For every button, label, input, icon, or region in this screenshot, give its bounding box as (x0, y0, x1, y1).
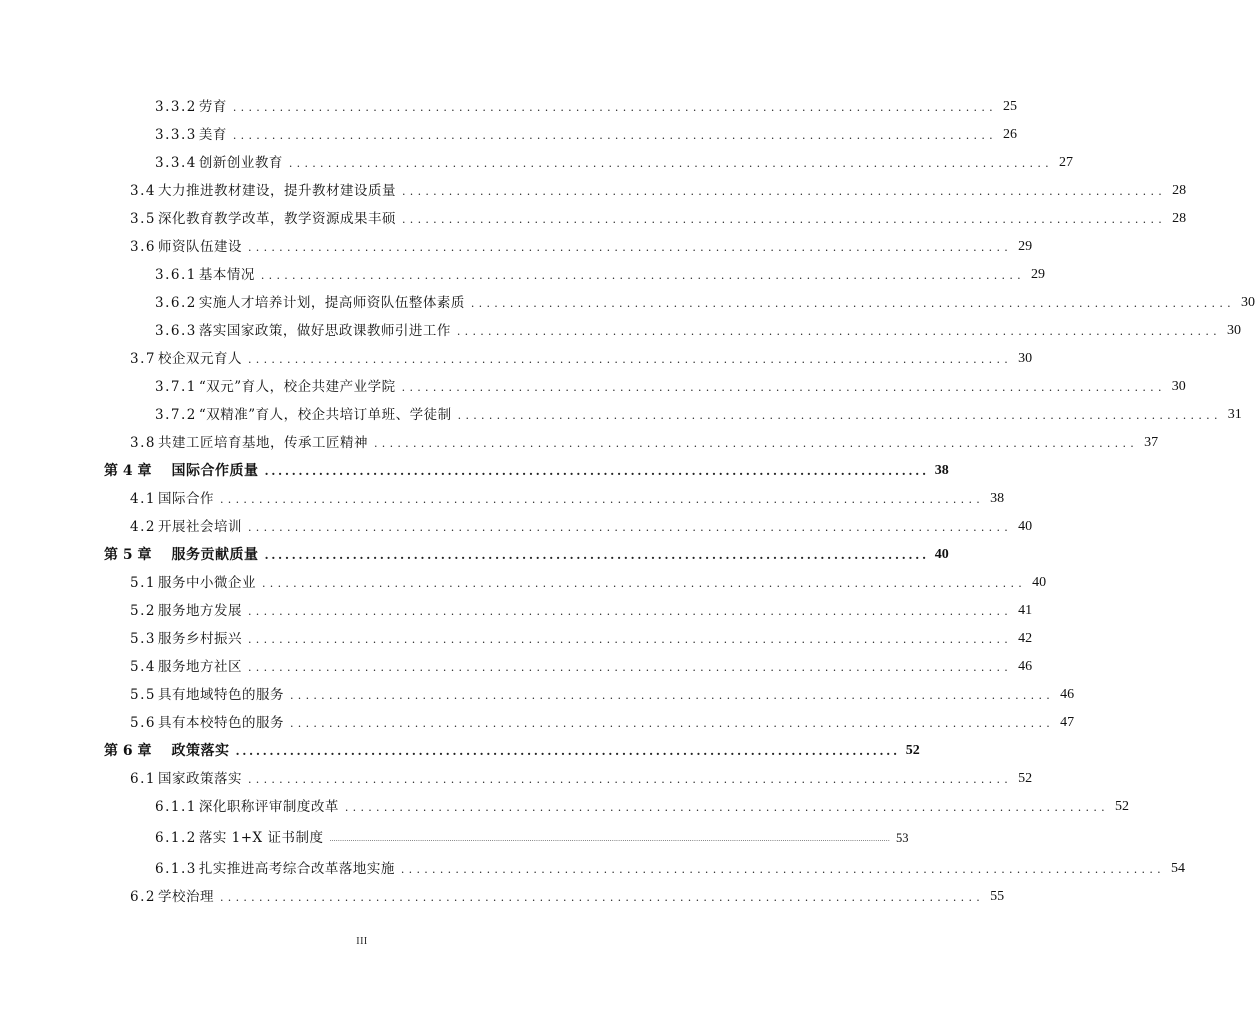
toc-entry-title: 具有本校特色的服务 (157, 715, 284, 731)
toc-entry-page: 52 (1114, 799, 1129, 814)
toc-entry-title: “双元”育人，校企共建产业学院 (198, 379, 396, 395)
toc-entry[interactable] (0, 144, 1073, 172)
toc-entry-page: 30 (1018, 351, 1033, 366)
toc-entry-page: 31 (1227, 407, 1242, 422)
toc-entry-title: 大力推进教材建设，提升教材建设质量 (157, 183, 396, 199)
toc-entry-number: 3.7 (130, 351, 156, 367)
toc-entry-title: 服务地方社区 (157, 659, 242, 675)
toc-entry[interactable] (0, 620, 1033, 648)
toc-chapter-number: 第 6 章 (104, 743, 152, 759)
toc-entry-title: 服务地方发展 (157, 603, 242, 619)
toc-entry-number: 3.3.2 (155, 99, 197, 115)
toc-entry[interactable] (0, 424, 1159, 452)
toc-entry-number: 4.1 (130, 491, 156, 507)
toc-entry-page: 40 (1032, 575, 1047, 590)
dot-leader: .................................................................................................. (260, 269, 1025, 282)
dot-leader: .................................................................................................. (247, 633, 1013, 646)
toc-chapter-title: 国际合作质量 (171, 463, 259, 479)
dot-leader: .................................................................................................. (288, 157, 1053, 170)
toc-entry-number: 3.6 (130, 239, 156, 255)
toc-entry-title: 深化职称评审制度改革 (198, 799, 339, 815)
toc-entry[interactable] (0, 788, 1129, 816)
dot-leader: .................................................................................................. (247, 241, 1013, 254)
toc-chapter-entry[interactable] (0, 732, 920, 760)
dot-leader: .................................................................................................. (264, 548, 929, 562)
toc-entry-page: 30 (1226, 323, 1241, 338)
toc-entry-page: 47 (1060, 715, 1075, 730)
toc-chapter-entry[interactable] (0, 536, 949, 564)
dot-leader: .................................................................................................. (247, 605, 1013, 618)
toc-entry-page: 46 (1018, 659, 1033, 674)
toc-entry[interactable] (0, 847, 1185, 878)
toc-entry-page: 29 (1018, 239, 1033, 254)
toc-entry-number: 3.6.2 (155, 295, 197, 311)
toc-entry-title: 基本情况 (198, 267, 255, 283)
toc-entry-title: 校企双元育人 (157, 351, 242, 367)
toc-entry[interactable] (0, 704, 1075, 732)
toc-entry-page: 46 (1060, 687, 1075, 702)
toc-entry-number: 3.6.3 (155, 323, 197, 339)
toc-entry[interactable] (0, 508, 1033, 536)
dot-leader: .................................................................................................. (401, 381, 1166, 394)
dot-leader: .................................................................................................. (289, 717, 1055, 730)
toc-entry-page: 28 (1172, 183, 1187, 198)
toc-entry-number: 5.4 (130, 659, 156, 675)
toc-entry[interactable] (0, 760, 1033, 788)
toc-chapter-number: 第 5 章 (104, 547, 152, 563)
toc-entry-page: 52 (905, 743, 920, 758)
dot-leader: .................................................................................................. (401, 185, 1167, 198)
toc-entry-number: 3.7.2 (155, 407, 197, 423)
dot-leader: .................................................................................................. (400, 863, 1165, 876)
toc-entry-page: 30 (1171, 379, 1186, 394)
toc-entry-title: 国际合作 (157, 491, 214, 507)
toc-entry-title: 师资队伍建设 (157, 239, 242, 255)
toc-entry-title: 落实 1+X 证书制度 (198, 830, 324, 846)
toc-entry-page: 28 (1172, 211, 1187, 226)
toc-entry-page: 27 (1058, 155, 1073, 170)
dot-leader: .................................................................................................. (247, 773, 1013, 786)
table-of-contents (0, 88, 1255, 906)
toc-entry-page: 40 (1018, 519, 1033, 534)
toc-chapter-title: 政策落实 (171, 743, 230, 759)
dot-leader: .................................................................................................. (456, 325, 1221, 338)
toc-entry-title: 服务中小微企业 (157, 575, 256, 591)
toc-entry-number: 5.2 (130, 603, 156, 619)
toc-entry-number: 4.2 (130, 519, 156, 535)
toc-entry[interactable] (0, 368, 1186, 396)
toc-entry-number: 3.6.1 (155, 267, 197, 283)
toc-entry-title: 扎实推进高考综合改革落地实施 (198, 861, 395, 877)
toc-entry-title: 开展社会培训 (157, 519, 242, 535)
toc-entry[interactable] (0, 256, 1045, 284)
toc-entry-page: 26 (1002, 127, 1017, 142)
toc-entry-page: 37 (1144, 435, 1159, 450)
toc-entry-number: 6.1.2 (155, 830, 197, 846)
toc-entry-title: 美育 (198, 127, 227, 143)
toc-entry[interactable] (0, 88, 1017, 116)
dot-leader: .................................................................................................. (247, 521, 1013, 534)
dot-leader: .................................................................................................. (401, 213, 1167, 226)
dot-leader: .................................................................................................. (219, 891, 985, 904)
toc-entry-number: 5.6 (130, 715, 156, 731)
toc-entry[interactable] (0, 648, 1033, 676)
toc-entry-number: 6.1.3 (155, 861, 197, 877)
toc-entry-number: 5.5 (130, 687, 156, 703)
toc-chapter-number: 第 4 章 (104, 463, 152, 479)
dot-leader: .................................................................................................. (457, 409, 1222, 422)
toc-entry-page: 53 (896, 831, 909, 845)
toc-entry-page: 41 (1018, 603, 1033, 618)
dot-leader: .................................................................................................. (235, 744, 900, 758)
toc-entry-page: 30 (1240, 295, 1255, 310)
toc-entry-title: 创新创业教育 (198, 155, 283, 171)
toc-entry-page: 25 (1002, 99, 1017, 114)
toc-entry-number: 3.8 (130, 435, 156, 451)
dot-leader: .................................................................................................. (264, 464, 929, 478)
toc-entry-title: 国家政策落实 (157, 771, 242, 787)
dot-leader: .................................................................................................. (261, 577, 1027, 590)
dot-leader: .......................................................................................................................................................................................................................................................................... (329, 836, 890, 843)
toc-entry-title: “双精准”育人，校企共培订单班、学徒制 (198, 407, 452, 423)
toc-entry-number: 3.3.3 (155, 127, 197, 143)
toc-entry[interactable] (0, 878, 1005, 906)
toc-chapter-entry[interactable] (0, 452, 949, 480)
dot-leader: .................................................................................................. (247, 353, 1013, 366)
toc-entry[interactable] (0, 340, 1033, 368)
toc-entry-title: 劳育 (198, 99, 227, 115)
toc-entry-number: 3.3.4 (155, 155, 197, 171)
toc-entry[interactable] (0, 312, 1241, 340)
toc-entry-page: 55 (990, 889, 1005, 904)
toc-entry[interactable] (0, 396, 1242, 424)
toc-entry-title: 深化教育教学改革，教学资源成果丰硕 (157, 211, 396, 227)
dot-leader: .................................................................................................. (373, 437, 1139, 450)
toc-entry-title: 落实国家政策，做好思政课教师引进工作 (198, 323, 451, 339)
dot-leader: .................................................................................................. (232, 101, 997, 114)
toc-entry-number: 5.1 (130, 575, 156, 591)
toc-entry[interactable] (0, 480, 1005, 508)
toc-entry-number: 3.7.1 (155, 379, 197, 395)
toc-entry[interactable] (0, 116, 1017, 144)
toc-entry-title: 学校治理 (157, 889, 214, 905)
toc-entry-number: 3.4 (130, 183, 156, 199)
dot-leader: .................................................................................................. (247, 661, 1013, 674)
dot-leader: .................................................................................................. (232, 129, 997, 142)
toc-entry[interactable] (0, 284, 1255, 312)
toc-entry-page: 29 (1030, 267, 1045, 282)
toc-entry-page: 54 (1170, 861, 1185, 876)
toc-entry-number: 6.1.1 (155, 799, 197, 815)
toc-entry[interactable] (0, 676, 1075, 704)
toc-entry-number: 5.3 (130, 631, 156, 647)
toc-chapter-title: 服务贡献质量 (171, 547, 259, 563)
toc-entry-page: 40 (934, 547, 949, 562)
toc-entry-page: 38 (934, 463, 949, 478)
toc-entry-number: 6.2 (130, 889, 156, 905)
toc-entry-title: 具有地域特色的服务 (157, 687, 284, 703)
toc-entry[interactable] (0, 172, 1187, 200)
toc-entry-page: 42 (1018, 631, 1033, 646)
page-number: III (356, 936, 368, 947)
toc-entry[interactable] (0, 592, 1033, 620)
toc-entry-title: 实施人才培养计划，提高师资队伍整体素质 (198, 295, 465, 311)
dot-leader: .................................................................................................. (219, 493, 985, 506)
toc-entry-title: 共建工匠培育基地，传承工匠精神 (157, 435, 368, 451)
toc-entry[interactable] (0, 200, 1187, 228)
dot-leader: .................................................................................................. (344, 801, 1109, 814)
toc-entry-page: 38 (990, 491, 1005, 506)
toc-entry[interactable] (0, 564, 1047, 592)
dot-leader: .................................................................................................. (289, 689, 1055, 702)
toc-entry-number: 3.5 (130, 211, 156, 227)
toc-entry[interactable] (0, 816, 909, 847)
toc-entry-number: 6.1 (130, 771, 156, 787)
toc-entry-title: 服务乡村振兴 (157, 631, 242, 647)
toc-entry[interactable] (0, 228, 1033, 256)
toc-entry-page: 52 (1018, 771, 1033, 786)
dot-leader: .................................................................................................. (470, 297, 1235, 310)
